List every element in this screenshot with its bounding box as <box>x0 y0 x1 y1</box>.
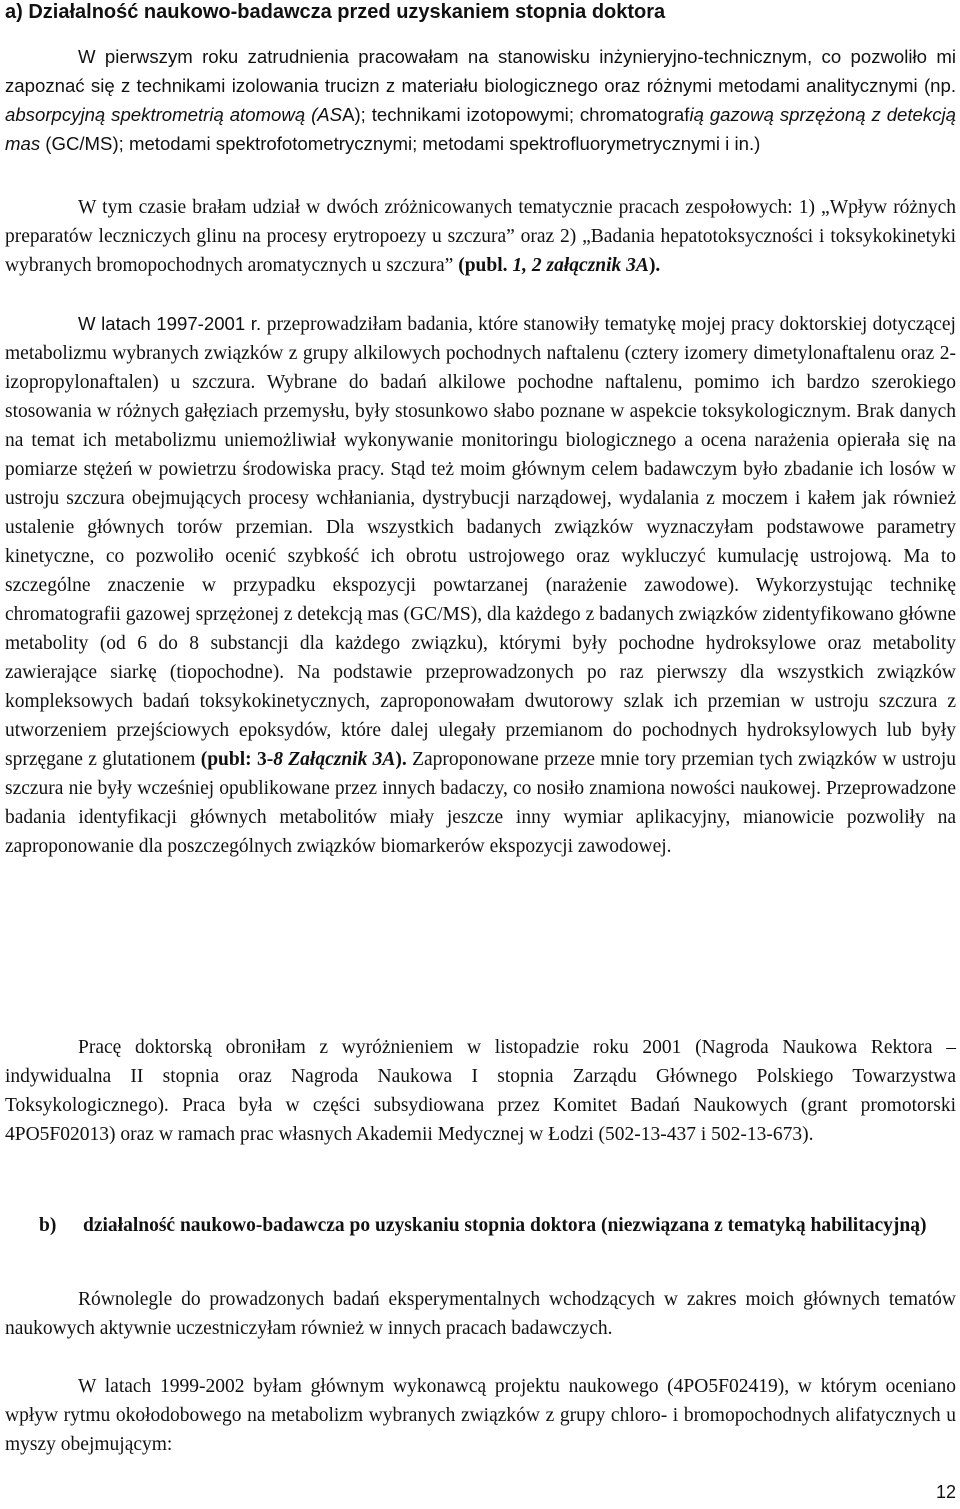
p2-text-1: W tym czasie brałam udział w dwóch zróżnicowanych tematycznie pracach zespołowych: 1) „Wpływ różnych preparatów leczniczych glinu na procesy erytropoezy u szczura” oraz 2) „Badania hepatotoksyczności i toksykokinetyki wybranych bromopochodnych aromatycznych u szczura” <box>5 197 956 276</box>
section-a-paragraph-1 <box>5 42 956 158</box>
p3-text-bold-1: (publ: 3- <box>200 749 274 770</box>
p3-text-2: Zaproponowane przeze mnie tory przemian tych związków w ustroju szczura nie były wcześniej opublikowane przez innych badaczy, co nosiło znamiona nowości naukowej. Przeprowadzone badania identyfikacji głównych metabolitów miały jeszcze inny wymiar aplikacyjny, mianowicie pozwoliły na zaproponowanie dla poszczególnych związków biomarkerów ekspozycji zawodowej. <box>5 749 956 857</box>
section-b-paragraph-2: W latach 1999-2002 byłam głównym wykonawcą projektu naukowego (4PO5F02419), w którym oceniano wpływ rytmu okołodobowego na metabolizm wybranych związków z grupy chloro- i bromopochodnych alifatycznych u myszy obejmującym: <box>5 1376 956 1455</box>
section-a-paragraph-3 <box>5 309 956 861</box>
p2-text-bold-italic: 1, 2 załącznik 3A <box>512 255 649 276</box>
section-a-paragraph-2 <box>5 193 956 280</box>
section-a-paragraph-4: Pracę doktorską obroniłam z wyróżnieniem w listopadzie roku 2001 (Nagroda Naukowa Rektora – indywidualna II stopnia oraz Nagroda Naukowa I stopnia Zarządu Głównego Polskiego Towarzystwa Toksykologicznego). Praca była w części subsydiowana przez Komitet Badań Naukowych (grant promotorski 4PO5F02013) oraz w ramach prac własnych Akademii Medycznej w Łodzi (502-13-437 i 502-13-673). <box>5 1037 956 1145</box>
p3-text-sans: W latach 1997-2001 r. <box>78 313 267 334</box>
section-b-paragraph-1: Równolegle do prowadzonych badań eksperymentalnych wchodzących w zakres moich głównych tematów naukowych aktywnie uczestniczyłam również w innych pracach badawczych. <box>5 1289 956 1339</box>
section-a-heading: a) Działalność naukowo-badawcza przed uzyskaniem stopnia doktora <box>5 1 666 23</box>
p3-text-bold-2: ). <box>395 749 413 770</box>
p3-text-bold-italic: 8 Załącznik 3A <box>273 749 396 770</box>
p1-text-italic-2: ią gazową sprzężoną z detekcją mas <box>5 104 956 154</box>
p1-text-3: (GC/MS); metodami spektrofotometrycznymi; metodami spektrofluorymetrycznymi i in.) <box>40 133 761 154</box>
p1-text-2: A); technikami izotopowymi; chromatograf <box>342 104 690 125</box>
p1-text-1: W pierwszym roku zatrudnienia pracowałam na stanowisku inżynieryjno-technicznym, co pozwoliło mi zapoznać się z technikami izolowania trucizn z materiału biologicznego oraz różnymi metodami analitycznymi (np. <box>5 46 956 96</box>
p1-text-italic-1: absorpcyjną spektrometrią atomową (AS <box>5 104 343 125</box>
p2-text-bold-2: ). <box>648 255 661 276</box>
section-b-title: działalność naukowo-badawcza po uzyskaniu stopnia doktora (niezwiązana z tematyką habilitacyjną) <box>83 1215 927 1236</box>
p3-text-1: przeprowadziłam badania, które stanowiły tematykę mojej pracy doktorskiej dotyczącej metabolizmu wybranych związków z grupy alkilowych pochodnych naftalenu (cztery izomery dimetylonaftalenu oraz 2-izopropylonaftalen) u szczura. Wybrane do badań alkilowe pochodne naftalenu, pomimo ich bardzo szerokiego stosowania w różnych gałęziach przemysłu, były stosunkowo słabo poznane w aspekcie toksykologicznym. Brak danych na temat ich metabolizmu uniemożliwiał wykonywanie monitoringu biologicznego a ocena narażenia opierała się na pomiarze stężeń w powietrzu środowiska pracy. Stąd też moim głównym celem badawczym było zbadanie ich losów w ustroju szczura obejmujących procesy wchłaniania, dystrybucji narządowej, wydalania z moczem i kałem jak również ustalenie głównych torów przemian. Dla wszystkich badanych związków wyznaczyłam podstawowe parametry kinetyczne, co pozwoliło ocenić szybkość ich obrotu ustrojowego oraz wykluczyć kumulację ustrojową. Ma to szczególne znaczenie w przypadku ekspozycji powtarzanej (narażenie zawodowe). Wykorzystując technikę chromatografii gazowej sprzężonej z detekcją mas (GC/MS), dla każdego z badanych związków zidentyfikowano główne metabolity (od 6 do 8 substancji dla każdego związku), którymi były pochodne hydroksylowe oraz metabolity zawierające siarkę (tiopochodne). Na podstawie przeprowadzonych po raz pierwszy dla wszystkich związków kompleksowych badań toksykokinetycznych, zaproponowałam dwutorowy szlak ich przemian w ustroju szczura z utworzeniem przejściowych epoksydów, które dalej ulegały przemianom do pochodnych hydroksylowych lub były sprzęgane z glutationem <box>5 314 956 770</box>
page-number: 12 <box>935 1482 956 1502</box>
p2-text-bold-1: (publ. <box>458 255 513 276</box>
section-b-label: b) <box>39 1215 57 1236</box>
